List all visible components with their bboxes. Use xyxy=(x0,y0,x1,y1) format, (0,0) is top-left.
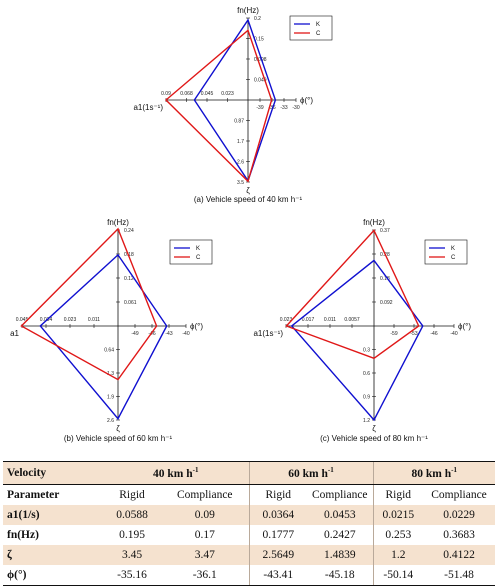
tick-label-zeta: 1.3 xyxy=(107,371,114,377)
axis-label-fn: fn(Hz) xyxy=(237,6,259,15)
legend-label-C: C xyxy=(316,31,321,37)
tick-label-fn: 0.24 xyxy=(124,228,134,234)
tick-label-zeta: 0.9 xyxy=(363,394,370,401)
legend-label-K: K xyxy=(196,246,201,252)
tick-label-a1: 0.011 xyxy=(87,317,101,323)
table-row xyxy=(3,505,495,525)
tick-label-a1: 0.023 xyxy=(63,317,77,323)
tick-label-a1: 0.045 xyxy=(15,317,29,323)
table-row xyxy=(3,545,495,565)
table-cell: -45.18 xyxy=(307,565,373,586)
chart-caption: (c) Vehicle speed of 80 km h⁻¹ xyxy=(320,434,428,443)
table-cell: 0.09 xyxy=(161,505,249,525)
table-cell: 3.45 xyxy=(103,545,161,565)
tick-label-zeta: 3.5 xyxy=(237,180,244,186)
tick-label-fn: 0.37 xyxy=(380,228,390,234)
table-cell: -51.48 xyxy=(423,565,495,586)
axis-label-a1: a1(1s⁻¹) xyxy=(133,103,163,112)
axis-label-fn: fn(Hz) xyxy=(107,218,129,227)
table-cell: 1.2 xyxy=(373,545,423,565)
table-cell: -35.16 xyxy=(103,565,161,586)
tick-label-fn: 0.15 xyxy=(254,36,264,43)
axis-label-a1: a1 xyxy=(10,329,19,338)
series-K-polygon xyxy=(292,260,423,420)
speed-80-header: 80 km $h^{-1}$ xyxy=(373,462,495,485)
chart-legend xyxy=(290,16,332,40)
chart-caption: (a) Vehicle speed of 40 km h⁻¹ xyxy=(193,195,303,204)
tick-label-phi: -46 xyxy=(148,331,156,337)
chart-legend xyxy=(425,240,467,264)
tick-label-phi: -30 xyxy=(292,105,300,111)
axis-label-phi: ϕ(°) xyxy=(190,322,204,331)
table-subheader-row xyxy=(3,485,495,506)
axis-label-zeta: ζ xyxy=(116,424,120,433)
tick-label-a1: 0.017 xyxy=(301,317,315,323)
chart-legend xyxy=(170,240,212,264)
row-label: a1(1/s) xyxy=(3,505,103,525)
tick-label-zeta: 0.6 xyxy=(363,371,370,377)
tick-label-zeta: 2.6 xyxy=(237,159,244,166)
tick-label-zeta: 1.7 xyxy=(237,139,244,145)
radar-chart-1 xyxy=(133,6,332,204)
parameters-table xyxy=(3,461,495,586)
tick-label-phi: -40 xyxy=(182,331,190,337)
table-cell: 2.5649 xyxy=(249,545,307,565)
speed-40-header: 40 km $h^{-1}$ xyxy=(103,462,249,485)
axis-label-a1: a1(1s⁻¹) xyxy=(253,329,283,338)
tick-label-zeta: 0.87 xyxy=(234,118,244,125)
table-cell: 0.253 xyxy=(373,525,423,545)
tick-label-phi: -43 xyxy=(165,331,173,337)
col-compliance-80: Compliance xyxy=(423,485,495,506)
tick-label-a1: 0.023 xyxy=(279,317,293,323)
table-cell: 0.1777 xyxy=(249,525,307,545)
legend-box xyxy=(425,240,467,264)
tick-label-fn: 0.12 xyxy=(124,276,134,282)
table-cell: 3.47 xyxy=(161,545,249,565)
tick-label-phi: -40 xyxy=(450,331,458,337)
axis-label-zeta: ζ xyxy=(246,186,250,195)
tick-label-fn: 0.092 xyxy=(380,300,393,306)
tick-label-zeta: 1.2 xyxy=(363,418,370,424)
col-compliance-60: Compliance xyxy=(307,485,373,506)
tick-label-a1: 0.068 xyxy=(180,91,193,97)
tick-label-phi: -39 xyxy=(256,105,264,111)
tick-label-a1: 0.023 xyxy=(221,91,234,97)
table-cell: 0.3683 xyxy=(423,525,495,545)
tick-label-zeta: 0.64 xyxy=(104,347,114,354)
tick-label-fn: 0.28 xyxy=(380,252,390,258)
tick-label-a1: 0.0057 xyxy=(344,317,360,323)
table-row xyxy=(3,525,495,545)
legend-box xyxy=(290,16,332,40)
tick-label-fn: 0.18 xyxy=(124,252,134,258)
col-rigid-60: Rigid xyxy=(249,485,307,506)
parameter-header: Parameter xyxy=(3,485,103,506)
legend-label-C: C xyxy=(196,255,201,261)
legend-box xyxy=(170,240,212,264)
row-label: ϕ(°) xyxy=(3,565,103,586)
table-cell: 0.0453 xyxy=(307,505,373,525)
tick-label-fn: 0.098 xyxy=(254,57,267,63)
tick-label-phi: -46 xyxy=(430,331,438,337)
table-cell: -36.1 xyxy=(161,565,249,586)
axis-label-phi: ϕ(°) xyxy=(458,322,472,331)
tick-label-phi: -59 xyxy=(390,331,398,337)
tick-label-fn: 0.18 xyxy=(380,276,390,282)
axis-label-zeta: ζ xyxy=(372,424,376,433)
col-rigid-40: Rigid xyxy=(103,485,161,506)
row-label: ζ xyxy=(3,545,103,565)
axis-label-phi: ϕ(°) xyxy=(300,96,314,105)
speed-60-header: 60 km $h^{-1}$ xyxy=(249,462,373,485)
tick-label-a1: 0.034 xyxy=(39,317,53,323)
tick-label-zeta: 1.9 xyxy=(107,394,114,401)
table-cell: -43.41 xyxy=(249,565,307,586)
tick-label-fn: 0.061 xyxy=(124,300,137,306)
legend-label-C: C xyxy=(451,255,456,261)
tick-label-zeta: 2.6 xyxy=(107,418,114,424)
axis-label-fn: fn(Hz) xyxy=(363,218,385,227)
table-cell: 0.0229 xyxy=(423,505,495,525)
col-rigid-80: Rigid xyxy=(373,485,423,506)
radar-chart-2 xyxy=(10,218,212,443)
row-label: fn(Hz) xyxy=(3,525,103,545)
radar-chart-3 xyxy=(253,218,471,443)
legend-label-K: K xyxy=(316,22,321,28)
table-cell: 0.0588 xyxy=(103,505,161,525)
table-cell: -50.14 xyxy=(373,565,423,586)
tick-label-phi: -36 xyxy=(268,105,276,111)
table-header-row xyxy=(3,462,495,485)
tick-label-phi: -49 xyxy=(131,331,139,337)
tick-label-zeta: 0.3 xyxy=(363,347,370,354)
velocity-header: Velocity xyxy=(3,462,103,485)
chart-caption: (b) Vehicle speed of 60 km h⁻¹ xyxy=(63,434,173,443)
tick-label-fn: 0.049 xyxy=(254,77,267,84)
tick-label-a1: 0.09 xyxy=(161,91,171,97)
table-row xyxy=(3,565,495,586)
tick-label-fn: 0.2 xyxy=(254,16,261,22)
tick-label-phi: -33 xyxy=(280,105,288,111)
table-cell: 0.195 xyxy=(103,525,161,545)
tick-label-a1: 0.011 xyxy=(323,317,337,323)
table-cell: 0.4122 xyxy=(423,545,495,565)
col-compliance-40: Compliance xyxy=(161,485,249,506)
table-cell: 0.0215 xyxy=(373,505,423,525)
tick-label-a1: 0.045 xyxy=(200,91,214,97)
table-cell: 0.2427 xyxy=(307,525,373,545)
table-cell: 0.0364 xyxy=(249,505,307,525)
legend-label-K: K xyxy=(451,246,456,252)
table-cell: 1.4839 xyxy=(307,545,373,565)
tick-label-phi: -53 xyxy=(410,331,418,337)
table-cell: 0.17 xyxy=(161,525,249,545)
